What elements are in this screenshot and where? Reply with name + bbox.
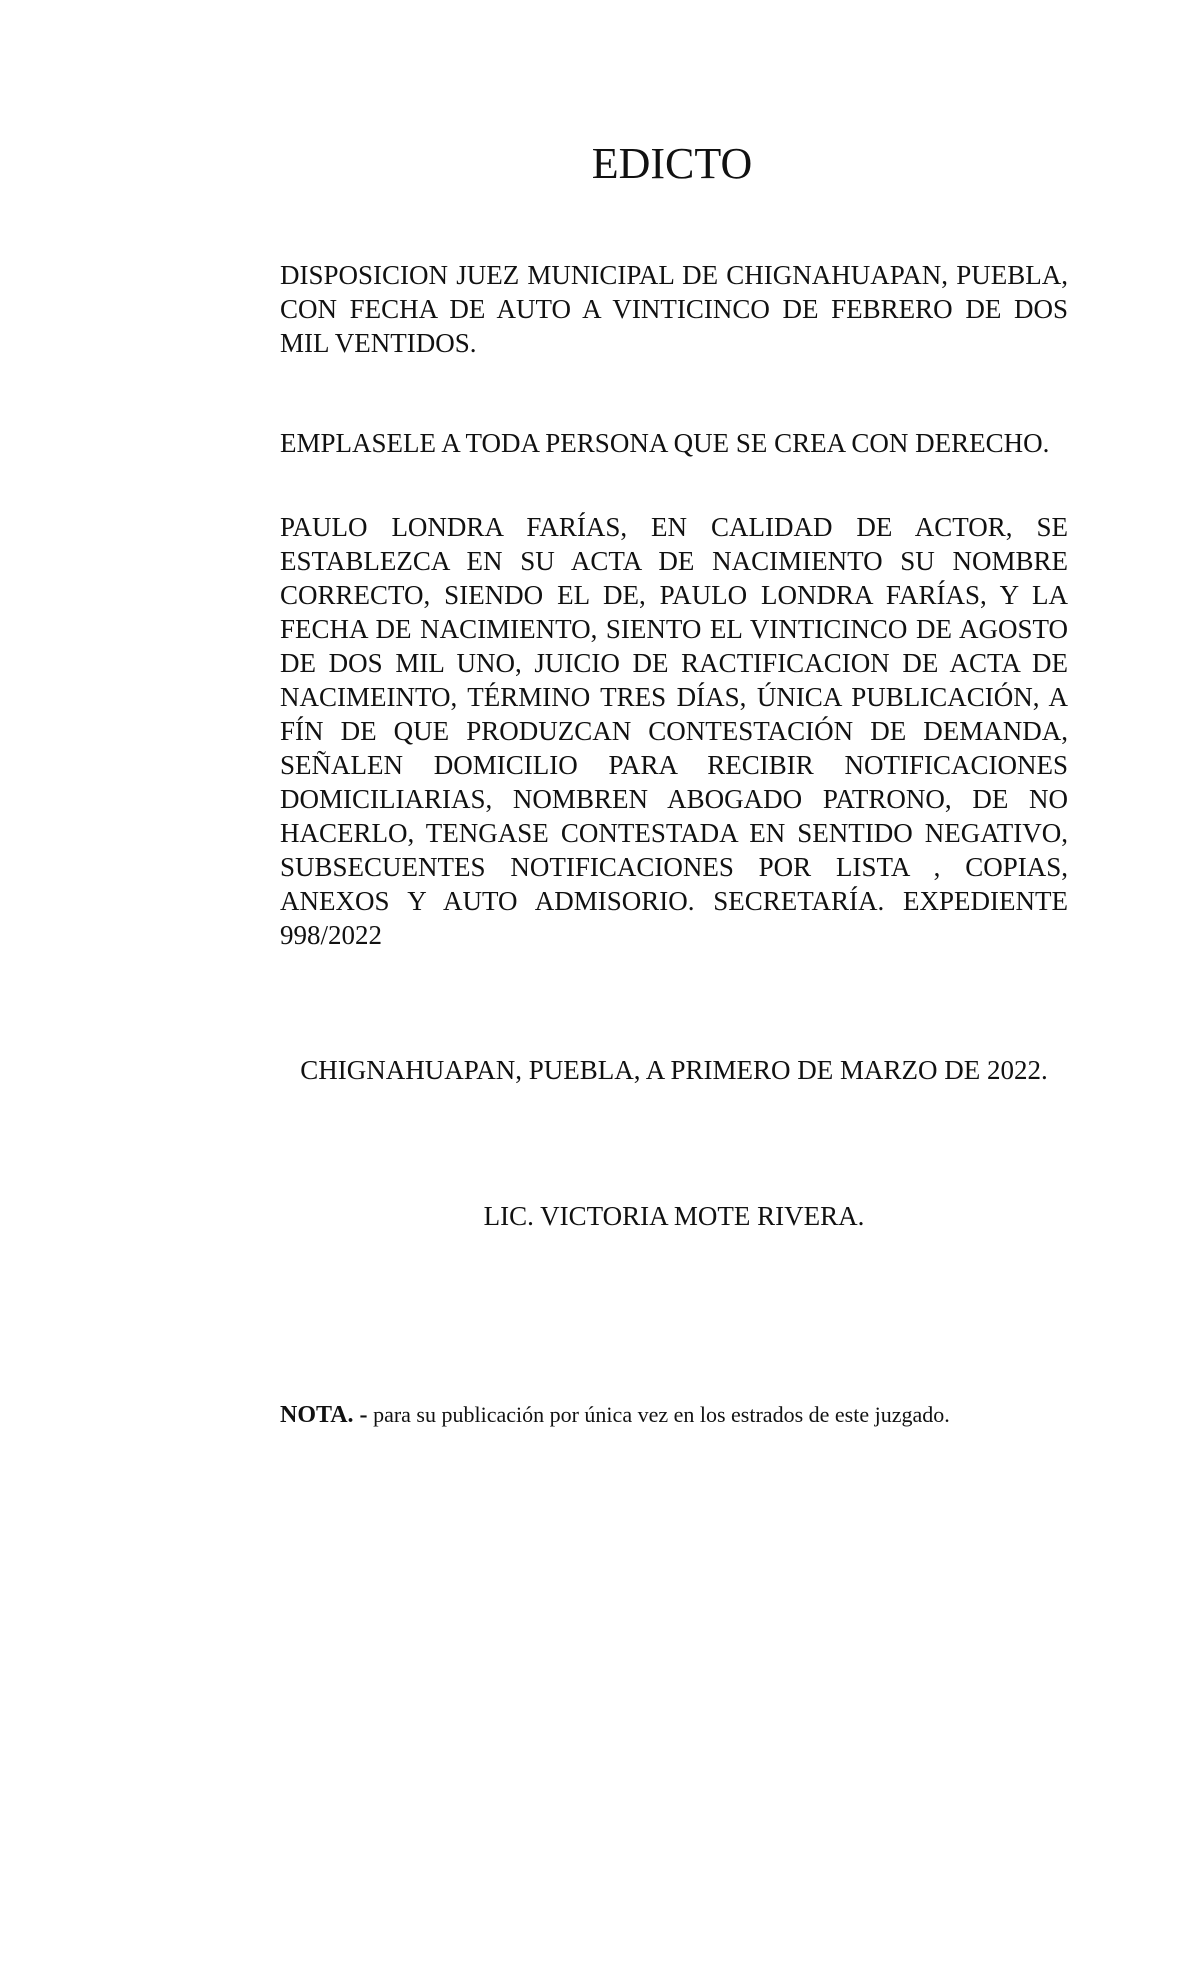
note-text: para su publicación por única vez en los estrados de este juzgado. <box>367 1402 950 1427</box>
place-and-date: CHIGNAHUAPAN, PUEBLA, A PRIMERO DE MARZO DE 2022. <box>300 1055 1048 1085</box>
note-label: NOTA. - <box>280 1402 368 1428</box>
paragraph-summons: EMPLASELE A TODA PERSONA QUE SE CREA CON DERECHO. <box>280 428 1050 458</box>
note <box>280 1400 1080 1430</box>
paragraph-disposition: DISPOSICION JUEZ MUNICIPAL DE CHIGNAHUAPAN, PUEBLA, CON FECHA DE AUTO A VINTICINCO DE FEBRERO DE DOS MIL VENTIDOS. <box>280 260 1068 358</box>
paragraph-case-details: PAULO LONDRA FARÍAS, EN CALIDAD DE ACTOR, SE ESTABLEZCA EN SU ACTA DE NACIMIENTO SU NOMBRE CORRECTO, SIENDO EL DE, PAULO LONDRA FARÍAS, Y LA FECHA DE NACIMIENTO, SIENTO EL VINTICINCO DE AGOSTO DE DOS MIL UNO, JUICIO DE RACTIFICACION DE ACTA DE NACIMEINTO, TÉRMINO TRES DÍAS, ÚNICA PUBLICACIÓN, A FÍN DE QUE PRODUZCAN CONTESTACIÓN DE DEMANDA, SEÑALEN DOMICILIO PARA RECIBIR NOTIFICACIONES DOMICILIARIAS, NOMBREN ABOGADO PATRONO, DE NO HACERLO, TENGASE CONTESTADA EN SENTIDO NEGATIVO, SUBSECUENTES NOTIFICACIONES POR LISTA , COPIAS, ANEXOS Y AUTO ADMISORIO. SECRETARÍA. EXPEDIENTE 998/2022 <box>280 512 1068 950</box>
document-title: EDICTO <box>591 139 753 188</box>
signer-name: LIC. VICTORIA MOTE RIVERA. <box>483 1201 865 1231</box>
